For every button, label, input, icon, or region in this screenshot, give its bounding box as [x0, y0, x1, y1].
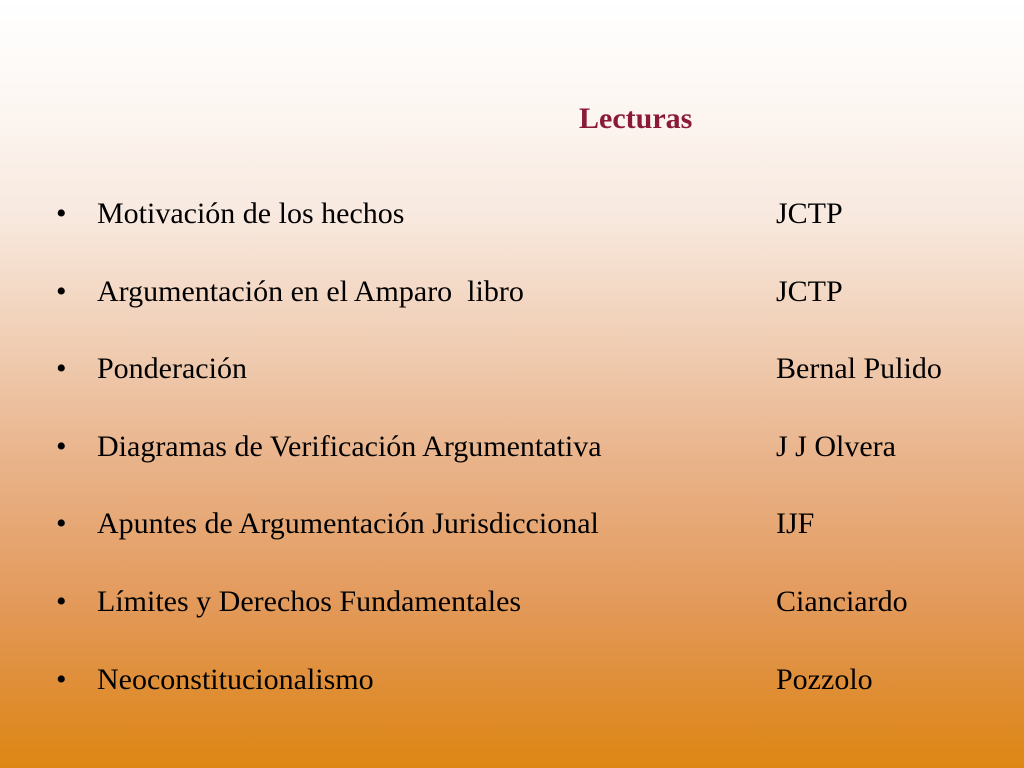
reading-title: Diagramas de Verificación Argumentativa — [97, 429, 602, 463]
reading-title: Motivación de los hechos — [97, 197, 405, 230]
bullet-icon: • — [56, 429, 67, 463]
reading-author: Bernal Pulido — [776, 352, 942, 386]
bullet-icon: • — [56, 584, 67, 618]
reading-author: JCTP — [776, 197, 843, 230]
reading-title: Ponderación — [97, 352, 247, 386]
reading-author: IJF — [776, 507, 815, 541]
bullet-icon: • — [56, 507, 67, 541]
slide-title: Lecturas — [579, 102, 693, 135]
list-item — [0, 660, 1024, 738]
reading-author: Pozzolo — [776, 662, 873, 696]
reading-title: Apuntes de Argumentación Jurisdiccional — [97, 507, 599, 541]
reading-author: J J Olvera — [776, 429, 896, 463]
reading-title: Argumentación en el Amparo libro — [97, 274, 524, 308]
reading-title: Neoconstitucionalismo — [97, 662, 374, 696]
bullet-icon: • — [56, 352, 67, 386]
list-item — [0, 427, 1024, 505]
reading-list — [0, 194, 1024, 737]
bullet-icon: • — [56, 274, 67, 308]
list-item — [0, 582, 1024, 660]
bullet-icon: • — [56, 197, 67, 230]
bullet-icon: • — [56, 662, 67, 696]
list-item — [0, 504, 1024, 582]
list-item — [0, 349, 1024, 427]
reading-author: Cianciardo — [776, 584, 908, 618]
reading-title: Límites y Derechos Fundamentales — [97, 584, 522, 618]
reading-author: JCTP — [776, 274, 843, 308]
list-item — [0, 194, 1024, 272]
list-item — [0, 272, 1024, 350]
